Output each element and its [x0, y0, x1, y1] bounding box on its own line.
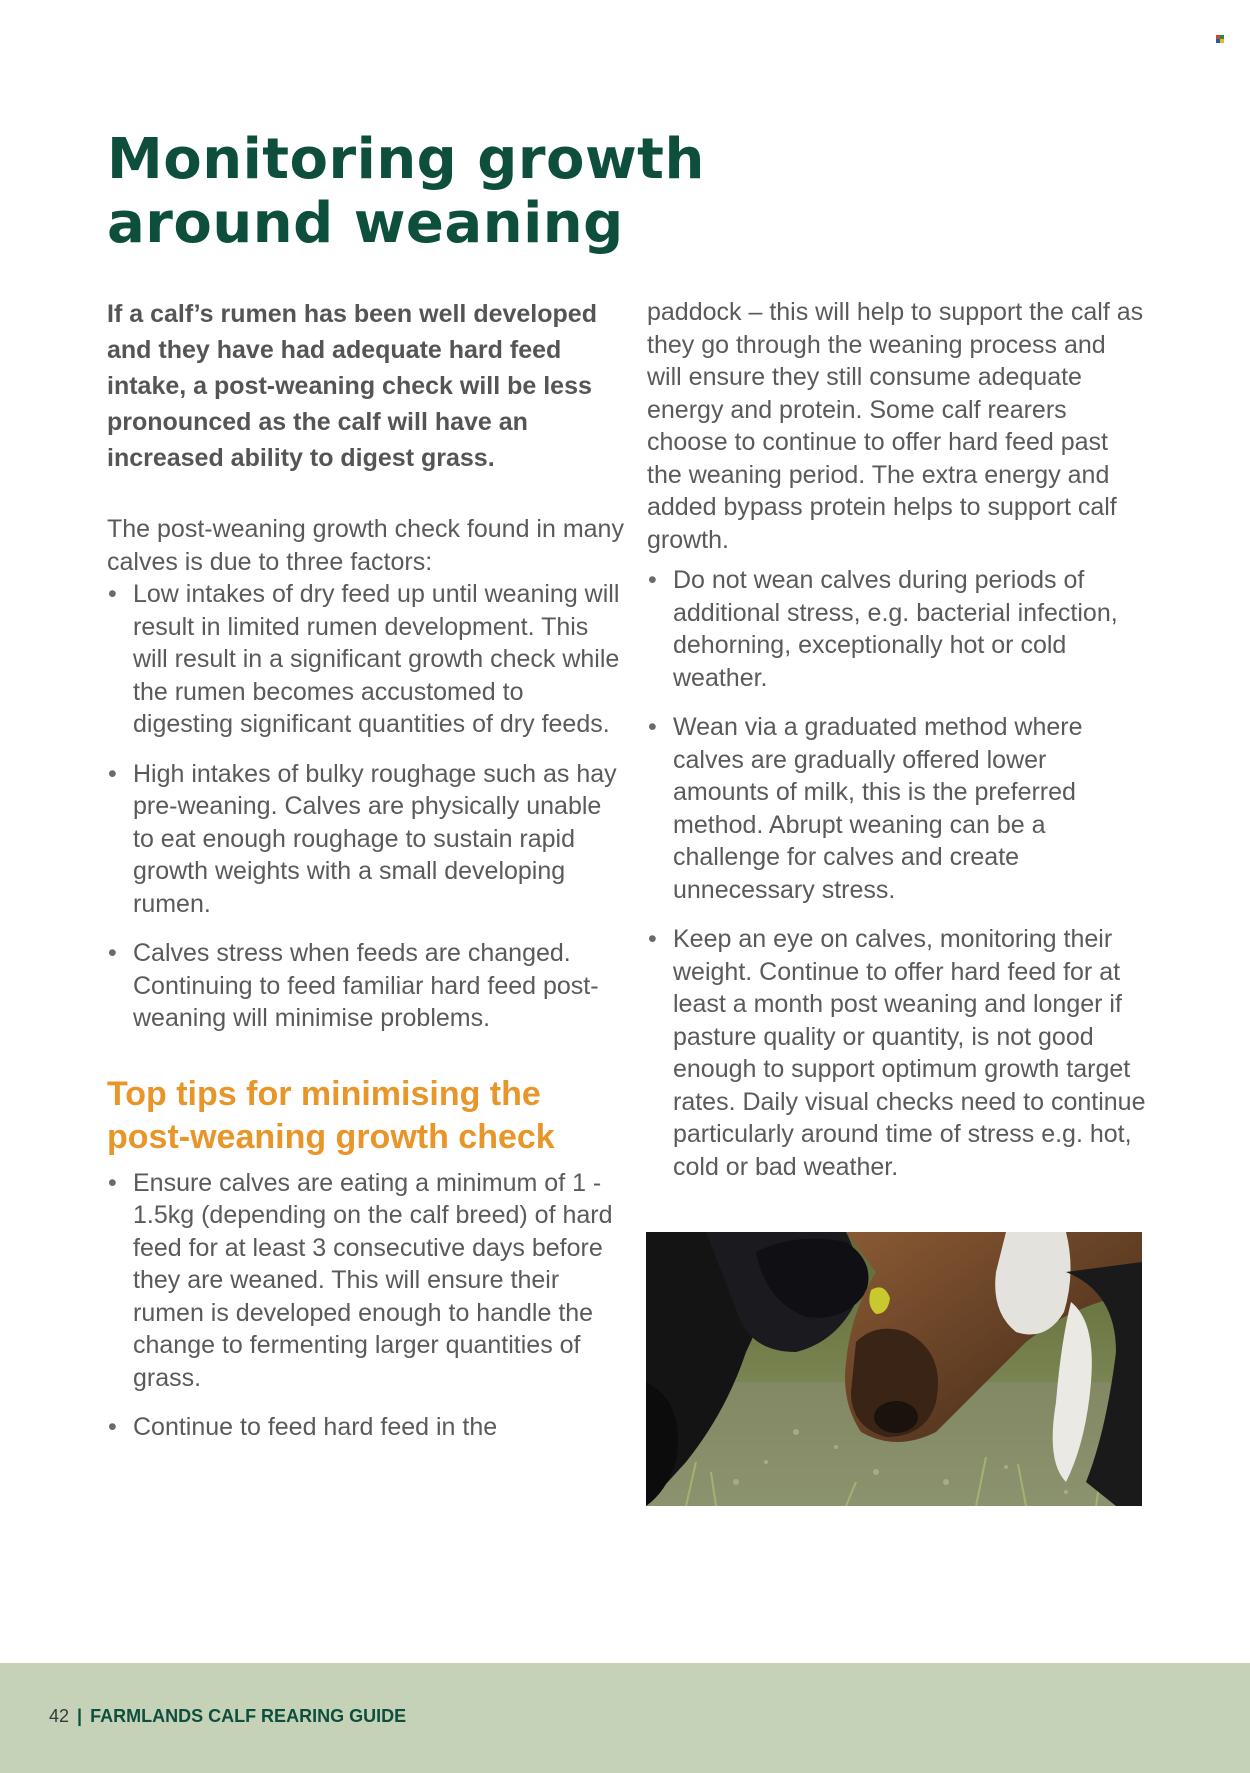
tip-text: Do not wean calves during periods of additional stress, e.g. bacterial infection, dehorning, exceptionally hot or cold weather. [673, 566, 1118, 692]
page-title [107, 128, 705, 256]
bullet-icon: • [108, 939, 117, 967]
page-number: 42 [49, 1706, 70, 1726]
tip-continuation-paragraph: paddock – this will help to support the calf as they go through the weaning process and will ensure they still consume adequate energy and protein. Some calf rearers choose to continue to offer hard feed past the weaning period. The extra energy and added bypass protein helps to support calf growth. [647, 298, 1144, 554]
list-item [107, 1411, 627, 1444]
list-item [647, 923, 1147, 1183]
tip-text: Continue to feed hard feed in the [133, 1413, 498, 1441]
bullet-icon: • [108, 1413, 117, 1441]
tip-text: Wean via a graduated method where calves are gradually offered lower amounts of milk, this is the preferred method. Abrupt weaning can be a challenge for calves and create unnecessary stress. [673, 713, 1083, 904]
title-line-2: around weaning [107, 191, 624, 256]
tip-text: Keep an eye on calves, monitoring their weight. Continue to offer hard feed for at least a month post weaning and longer if pasture quality or quantity, is not good enough to support optimum growth target rates. Daily visual checks need to continue particularly around time of stress e.g. hot, cold or bad weather. [673, 925, 1146, 1181]
footer-separator: | [77, 1706, 83, 1726]
bullet-icon: • [108, 759, 117, 788]
calves-photo-illustration [646, 1232, 1142, 1506]
bullet-icon: • [108, 1168, 117, 1197]
bullet-icon: • [648, 925, 657, 953]
factors-list [107, 578, 627, 1035]
factors-lead-paragraph: The post-weaning growth check found in many calves is due to three factors: [107, 515, 624, 576]
list-item [107, 578, 627, 741]
bullet-icon: • [108, 580, 117, 608]
list-item [647, 711, 1147, 906]
title-line-1: Monitoring growth [107, 127, 705, 192]
footer [49, 1705, 406, 1727]
factor-text: Low intakes of dry feed up until weaning will result in limited rumen development. This will result in a significant growth check while the rumen becomes accustomed to digesting significant quantities of dry feeds. [133, 580, 620, 738]
list-item [647, 564, 1147, 694]
list-item [107, 937, 627, 1035]
bullet-icon: • [648, 713, 657, 741]
factor-text: Calves stress when feeds are changed. Continuing to feed familiar hard feed post-weaning will minimise problems. [133, 939, 599, 1032]
corner-color-mark [1216, 35, 1224, 43]
factor-text: High intakes of bulky roughage such as hay pre-weaning. Calves are physically unable to eat enough roughage to sustain rapid growth weights with a small developing rumen. [133, 759, 617, 918]
tips-list-left [107, 1167, 627, 1444]
tip-text: Ensure calves are eating a minimum of 1 - 1.5kg (depending on the calf breed) of hard feed for at least 3 consecutive days before they are weaned. This will ensure their rumen is developed enough to handle the change to fermenting larger quantities of grass. [133, 1168, 613, 1392]
tips-heading: Top tips for minimising the post-weaning growth check [107, 1074, 555, 1156]
guide-title: FARMLANDS CALF REARING GUIDE [90, 1706, 407, 1726]
intro-paragraph: If a calf’s rumen has been well developed and they have had adequate hard feed intake, a post-weaning check will be less pronounced as the calf will have an increased ability to digest grass. [107, 300, 597, 472]
tips-list-right [647, 564, 1147, 1183]
list-item [107, 1167, 627, 1395]
list-item [107, 758, 627, 921]
calves-feeding-photo [646, 1232, 1142, 1506]
right-column [647, 296, 1147, 1200]
bullet-icon: • [648, 566, 657, 594]
left-column [107, 296, 627, 1461]
